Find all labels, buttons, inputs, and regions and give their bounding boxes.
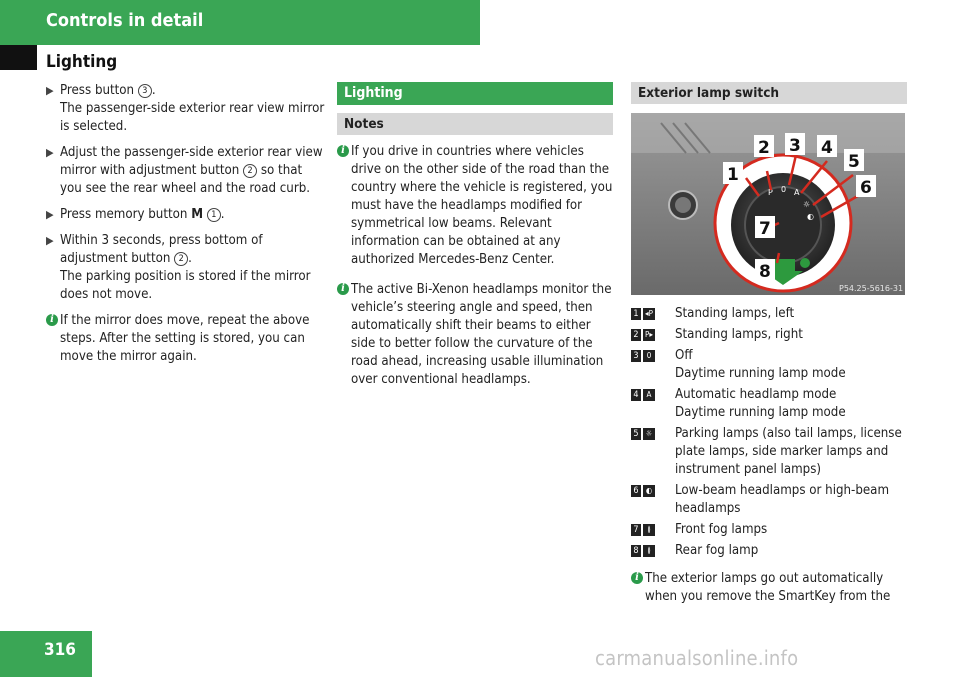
svg-text:☼: ☼ [803,200,811,209]
notes-subheading: Notes [337,113,613,135]
note-text: If the mirror does move, repeat the above steps. After the setting is stored, you can move the mirror again. [60,313,310,364]
legend-number: 7 [631,524,641,536]
legend-text: Standing lamps, right [675,327,803,342]
arrow-icon: ▶ [46,84,54,97]
info-note [46,312,326,366]
callout-4: 4 [821,138,833,158]
column-3 [631,82,907,618]
callout-3: 3 [789,136,801,156]
column-2 [337,82,613,401]
exterior-lamp-heading: Exterior lamp switch [631,82,907,104]
legend-symbol-icon: ◐ [643,485,655,497]
step-1 [46,82,326,136]
note-text: The active Bi-Xenon headlamps monitor the vehicle’s steering angle and speed, then automatically shift their beams to either side to better follow the curvature of the road ahead, increasing usable illumination over conventional headlamps. [351,282,612,387]
step-text: . [220,207,225,222]
legend-symbol-icon: A [643,389,655,401]
info-icon: i [46,314,58,326]
legend-text: Off Daytime running lamp mode [675,348,846,381]
legend-number: 4 [631,389,641,401]
column-1 [46,82,326,378]
legend-symbol-icon: ≬ [643,545,655,557]
legend-row [631,347,907,383]
ref-circle: 2 [174,252,188,266]
legend-row [631,386,907,422]
legend-row [631,521,907,539]
legend-row [631,425,907,479]
callout-8: 8 [759,262,771,282]
chapter-title: Controls in detail [46,10,204,31]
ref-circle: 3 [138,84,152,98]
legend-text: Low-beam headlamps or high-beam headlamps [675,483,890,516]
callout-6: 6 [860,178,872,198]
lamp-switch-photo [631,113,905,295]
info-note [337,143,613,269]
memory-key: M [191,207,203,222]
legend-text: Automatic headlamp mode Daytime running lamp mode [675,387,846,420]
legend-symbol-icon: ≬ [643,524,655,536]
ref-circle: 2 [243,164,257,178]
legend-symbol-icon: P▸ [643,329,655,341]
step-2 [46,144,326,198]
info-icon: i [337,283,349,295]
step-text: . [151,83,156,98]
arrow-icon: ▶ [46,208,54,221]
svg-text:A: A [794,188,800,197]
svg-text:◐: ◐ [807,212,814,221]
legend-number: 2 [631,329,641,341]
step-text: Adjust the passenger-side exterior rear view mirror with adjustment button [60,145,323,178]
legend-text: Rear fog lamp [675,543,759,558]
legend-row [631,305,907,323]
page-number: 316 [44,640,76,660]
step-3 [46,206,326,224]
callout-1: 1 [727,165,739,185]
step-text: Press button [60,83,138,98]
legend-number: 8 [631,545,641,557]
info-note [631,570,907,606]
step-4 [46,232,326,304]
callout-5: 5 [848,152,860,172]
lamp-switch-illustration [631,113,905,295]
section-title: Lighting [46,52,118,72]
svg-text:0: 0 [781,185,787,194]
legend-row [631,542,907,560]
svg-text:P: P [768,188,773,197]
legend-number: 3 [631,350,641,362]
legend-row [631,482,907,518]
step-text: Within 3 seconds, press bottom of adjustment button [60,233,263,266]
legend [631,305,907,560]
step-result: The parking position is stored if the mirror does not move. [60,269,311,302]
arrow-icon: ▶ [46,146,54,159]
photo-code: P54.25-5616-31 [839,284,904,293]
info-note [337,281,613,389]
legend-symbol-icon: ◂P [643,308,655,320]
ref-circle: 1 [207,208,221,222]
legend-symbol-icon: ☼ [643,428,655,440]
legend-number: 5 [631,428,641,440]
step-text: Press memory button [60,207,192,222]
legend-number: 6 [631,485,641,497]
watermark: carmanualsonline.info [595,646,799,670]
step-text: . [188,251,192,266]
step-result: The passenger-side exterior rear view mirror is selected. [60,101,325,134]
note-text: If you drive in countries where vehicles drive on the other side of the road than the country where the vehicle is registered, you must have the headlamps modified for symmetrical low beams. Relevant information can be obtained at any authorized Mercedes-Benz Center. [351,144,613,267]
info-icon: i [631,572,643,584]
legend-text: Front fog lamps [675,522,768,537]
legend-number: 1 [631,308,641,320]
legend-symbol-icon: 0 [643,350,655,362]
arrow-icon: ▶ [46,234,54,247]
section-tab [0,45,37,70]
step-text: so that you see the rear wheel and the road curb. [60,163,311,196]
info-icon: i [337,145,349,157]
callout-7: 7 [759,219,771,239]
legend-text: Standing lamps, left [675,306,795,321]
legend-row [631,326,907,344]
legend-text: Parking lamps (also tail lamps, license plate lamps, side marker lamps and instrument panel lamps) [675,426,902,477]
callout-2: 2 [758,138,770,158]
lighting-heading: Lighting [337,82,613,105]
note-text: The exterior lamps go out automatically when you remove the SmartKey from the [645,571,891,604]
